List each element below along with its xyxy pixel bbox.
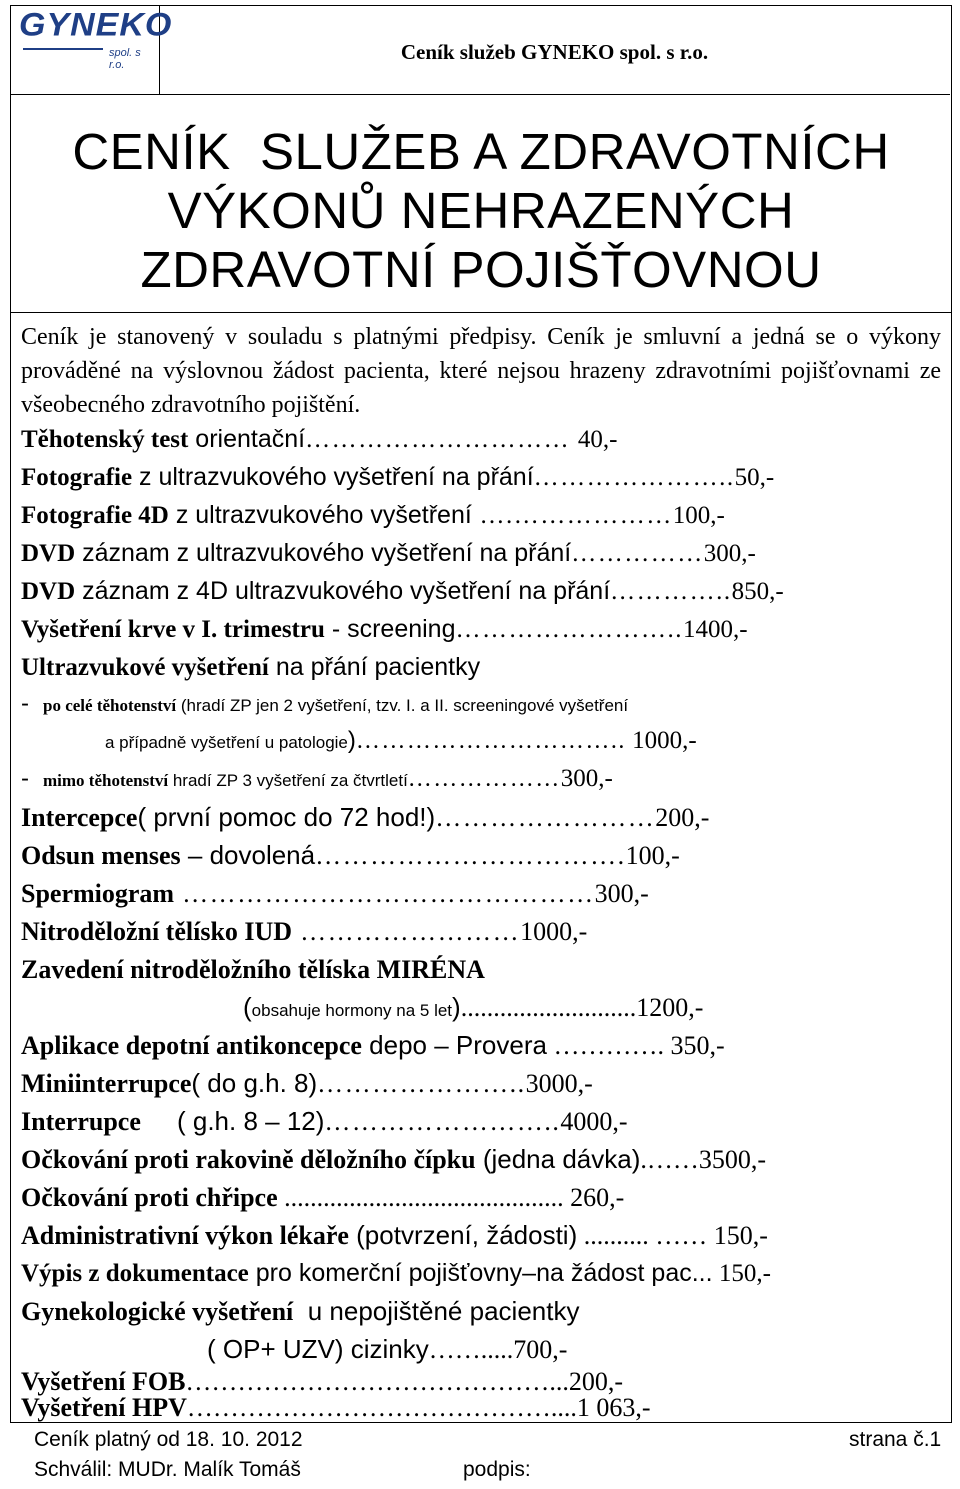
item-price: 50,- <box>734 464 775 491</box>
sub-desc: (hradí ZP jen 2 vyšetření, tzv. I. a II. screeningové vyšetření <box>176 696 629 715</box>
signature-label: podpis: <box>463 1458 531 1481</box>
paren-close: ) <box>452 992 461 1022</box>
item-name: Administrativní výkon lékaře <box>21 1221 349 1250</box>
mirena-detail <box>21 988 941 1026</box>
item-desc: z ultrazvukového vyšetření na přání <box>132 463 534 491</box>
item-name: Intercepce <box>21 803 138 832</box>
dot-leader: ........................................... <box>277 1183 571 1212</box>
item-desc: (jedna dávka) <box>475 1144 641 1174</box>
item-price: 300,- <box>703 540 756 567</box>
sub-dash: - <box>21 765 29 792</box>
item-price: 150,- <box>718 1260 771 1287</box>
item-price: 1 063,- <box>576 1393 651 1422</box>
item-desc: depo – Provera <box>361 1030 547 1060</box>
logo-text: GYNEKO <box>19 6 173 44</box>
item-name: Očkování proti rakovině děložního čípku <box>21 1145 476 1174</box>
item-price: 300,- <box>594 879 649 908</box>
intro-paragraph: Ceník je stanovený v souladu s platnými předpisy. Ceník je smluvní a jedná se o výkony prováděné na výslovnou žádost pacienta, které nejsou hrazeny zdravotními pojišťovnami ze všeobecného zdravotního pojištění. <box>21 324 941 418</box>
dot-leader: …………………….. <box>324 1107 561 1136</box>
price-row <box>21 420 941 458</box>
sub-desc: hradí ZP 3 vyšetření za čtvrtletí <box>168 771 408 790</box>
item-name: Aplikace depotní antikoncepce <box>21 1031 362 1060</box>
title-divider <box>11 312 951 313</box>
item-price: 300,- <box>560 765 613 792</box>
item-desc: u nepojištěné pacientky <box>293 1296 580 1326</box>
gyn-heading <box>21 1292 941 1330</box>
dot-leader: …………………… <box>292 917 521 946</box>
dot-leader: …………. <box>546 1031 671 1060</box>
item-desc: - screening <box>324 615 456 643</box>
dot-leader: ……..... <box>428 1335 514 1364</box>
item-price: 260,- <box>570 1183 625 1212</box>
dot-leader: .…… <box>640 1145 699 1174</box>
price-row <box>21 496 941 534</box>
item-name: Miniinterrupce <box>21 1069 192 1098</box>
item-desc: z ultrazvukového vyšetření <box>168 501 472 529</box>
dot-leader: …………………….. <box>455 616 683 643</box>
item-price: 3000,- <box>525 1069 593 1098</box>
dot-leader: …………… <box>571 540 704 567</box>
item-price: 40,- <box>577 426 618 453</box>
price-row <box>21 1102 941 1140</box>
title-line-1: CENÍK SLUŽEB A ZDRAVOTNÍCH <box>72 123 890 180</box>
title-line-2: VÝKONŮ NEHRAZENÝCH <box>167 182 795 239</box>
item-desc: (potvrzení, žádosti) <box>348 1220 578 1250</box>
dot-leader: ……………………………………… <box>174 879 595 908</box>
item-name: Spermiogram <box>21 879 175 908</box>
dot-leader: ………………………… <box>305 426 578 453</box>
item-name: Těhotenský test <box>21 426 189 453</box>
dot-leader: …………………………………….... <box>186 1393 577 1422</box>
price-row <box>21 874 941 912</box>
item-desc: ( g.h. 8 – 12) <box>140 1106 325 1136</box>
price-row <box>21 572 941 610</box>
header-title: Ceník služeb GYNEKO spol. s r.o. <box>400 40 709 64</box>
ultrasound-sub-pregnancy-cont <box>21 722 941 760</box>
item-price: 3500,- <box>698 1145 767 1174</box>
document-header <box>11 6 950 95</box>
item-desc: pro komerční pojišťovny–na žádost pac... <box>248 1259 713 1287</box>
item-price: 100,- <box>672 502 725 529</box>
item-price: 1000,- <box>520 917 588 946</box>
price-row <box>21 534 941 572</box>
item-name: Výpis z dokumentace <box>21 1260 249 1287</box>
price-row <box>21 1392 941 1422</box>
item-price: 850,- <box>731 578 784 605</box>
logo-underline <box>23 48 103 50</box>
dot-leader: ……………… <box>407 766 561 792</box>
paren-open: ( <box>243 992 252 1022</box>
item-name: Gynekologické vyšetření <box>21 1297 294 1326</box>
sub-desc-cont: a případně vyšetření u patologie <box>105 733 348 752</box>
dot-leader: ….……………… <box>471 502 673 529</box>
item-price: 100,- <box>625 841 680 870</box>
dot-leader: ………………….. <box>317 1069 526 1098</box>
company-logo <box>11 6 173 94</box>
item-desc: ( první pomoc do 72 hod!) <box>137 802 436 832</box>
item-price: 1400,- <box>683 616 748 643</box>
sub-name: mimo těhotenství <box>43 771 169 790</box>
item-name: Odsun menses <box>21 841 181 870</box>
price-row <box>21 836 941 874</box>
item-name: Nitroděložní tělísko IUD <box>21 917 293 946</box>
item-price: 350,- <box>670 1031 725 1060</box>
approved-by: Schválil: MUDr. Malík Tomáš <box>34 1458 301 1481</box>
price-row <box>21 798 941 836</box>
dot-leader: ........................... <box>460 993 637 1022</box>
item-desc: ( do g.h. 8) <box>191 1068 318 1098</box>
item-name: DVD <box>21 578 76 605</box>
document-footer <box>0 1423 960 1489</box>
dot-leader: …………………… <box>435 803 656 832</box>
item-price: 150,- <box>713 1221 768 1250</box>
dot-leader: ………………………….. <box>355 728 626 754</box>
dot-leader: ……………………………………... <box>185 1367 569 1396</box>
item-desc: – dovolená <box>180 840 316 870</box>
dot-leader: ……………………………. <box>315 841 626 870</box>
price-row <box>21 1178 941 1216</box>
item-name: Interrupce <box>21 1107 141 1136</box>
item-name: Vyšetření krve v I. trimestru <box>21 616 325 643</box>
paren: ) <box>347 727 356 754</box>
item-name: Ultrazvukové vyšetření <box>21 654 269 681</box>
price-row <box>21 1026 941 1064</box>
item-desc: záznam z 4D ultrazvukového vyšetření na přání <box>75 577 611 605</box>
dot-leader: ………………….. <box>533 464 735 491</box>
item-price: 200,- <box>655 803 710 832</box>
dot-leader: .......... …… <box>577 1221 714 1250</box>
item-name: Očkování proti chřipce <box>21 1183 278 1212</box>
item-price: 200,- <box>568 1367 624 1396</box>
logo-subtext: spol. s r.o. <box>109 47 141 71</box>
item-price: 1000,- <box>625 727 697 754</box>
page-number: strana č.1 <box>849 1428 942 1451</box>
item-name: DVD <box>21 540 76 567</box>
mirena-heading <box>21 950 941 988</box>
item-price: 4000,- <box>560 1107 628 1136</box>
document-title <box>11 122 951 299</box>
price-row <box>21 1064 941 1102</box>
ultrasound-sub-non-pregnancy <box>21 760 941 798</box>
item-desc: ( OP+ UZV) cizinky <box>207 1334 429 1364</box>
title-line-3: ZDRAVOTNÍ POJIŠŤOVNOU <box>140 241 822 298</box>
item-desc: orientační <box>188 425 306 453</box>
item-desc: na přání pacientky <box>268 653 481 681</box>
document-page <box>10 5 952 1423</box>
sub-name: po celé těhotenství <box>43 696 177 715</box>
item-name: Vyšetření HPV <box>21 1393 187 1422</box>
price-row <box>21 1140 941 1178</box>
valid-date: Ceník platný od 18. 10. 2012 <box>34 1428 303 1451</box>
ultrasound-sub-pregnancy <box>21 686 941 722</box>
price-row <box>21 458 941 496</box>
price-row <box>21 1254 941 1292</box>
item-price: 700,- <box>513 1335 568 1364</box>
price-row <box>21 912 941 950</box>
item-note: obsahuje hormony na 5 let <box>251 1001 453 1020</box>
item-name: Fotografie <box>21 464 133 491</box>
item-name: Fotografie 4D <box>21 502 169 529</box>
item-desc: záznam z ultrazvukového vyšetření na přání <box>75 539 572 567</box>
ultrasound-heading <box>21 648 941 686</box>
item-name: Zavedení nitroděložního tělíska MIRÉNA <box>21 955 485 984</box>
item-name: Vyšetření FOB <box>21 1367 186 1396</box>
price-row <box>21 1216 941 1254</box>
price-row <box>21 610 941 648</box>
dot-leader: ………….. <box>610 578 732 605</box>
sub-dash: - <box>21 690 29 717</box>
item-price: 1200,- <box>636 993 704 1022</box>
